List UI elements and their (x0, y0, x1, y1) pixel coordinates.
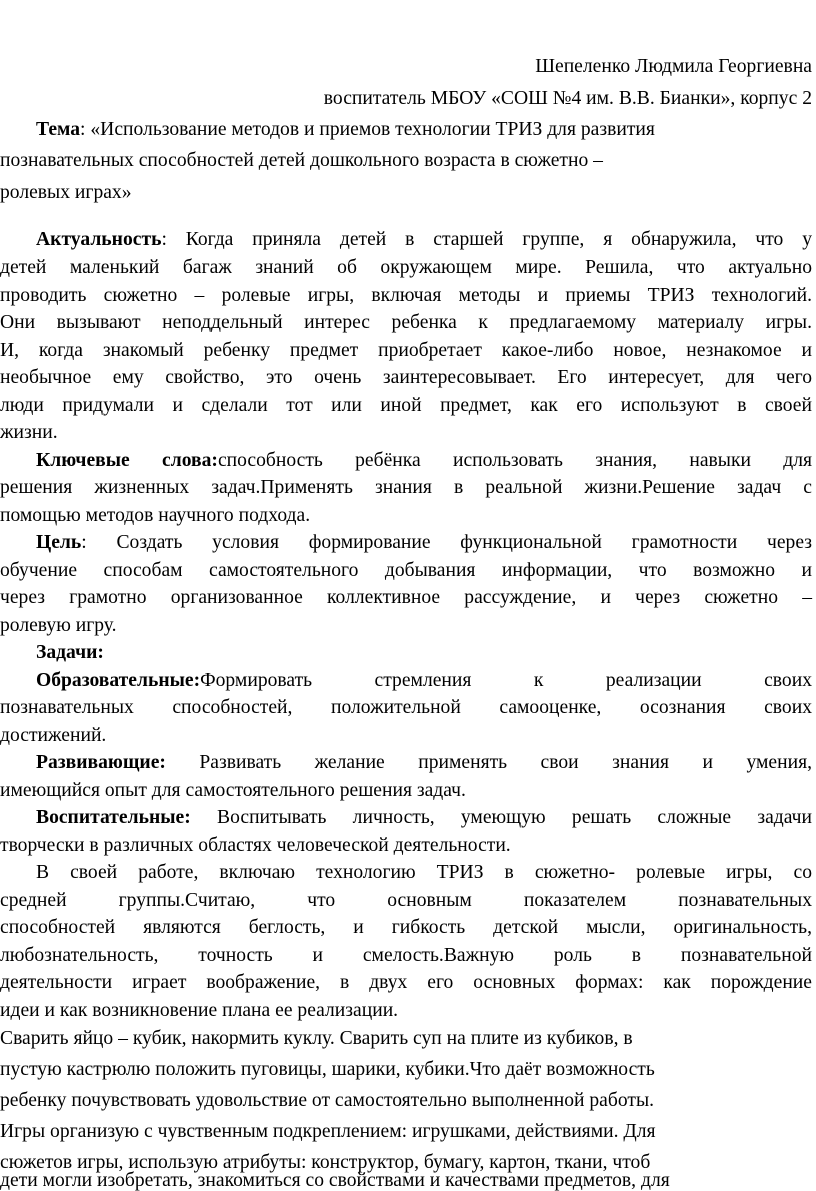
tasks-educational-label: Образовательные: (36, 670, 201, 691)
topic-line-3: ролевых играх» (0, 182, 132, 203)
relevance-line-6: необычное ему свойство, это очень заинтересовывает. Его интересует, для чего (0, 367, 812, 388)
body-p1-line-3: способностей являются беглость, и гибкость детской мысли, оригинальность, (0, 917, 812, 938)
body-p1-line-5: деятельности играет воображение, в двух его основных формах: как порождение (0, 972, 812, 993)
body-p1-line-2: средней группы.Считаю, что основным показателем познавательных (0, 890, 812, 911)
tasks-educational-line-2: познавательных способностей, положительной самооценке, осознания своих (0, 697, 812, 718)
tasks-developing-line-1: Развивающие: Развивать желание применять свои знания и умения, (36, 752, 812, 773)
body-p1-line-4: любознательность, точность и смелость.Важную роль в познавательной (0, 945, 812, 966)
body-p2-line-6: дети могли изобретать, знакомиться со свойствами и качествами предметов, для (0, 1170, 670, 1191)
relevance-line-7: люди придумали и сделали тот или иной предмет, как его используют в своей (0, 395, 812, 416)
author-position: воспитатель МБОУ «СОШ №4 им. В.В. Бианки», корпус 2 (323, 88, 812, 109)
tasks-upbringing-line-2: творчески в различных областях человеческой деятельности. (0, 835, 511, 856)
goal-label: Цель (36, 532, 82, 553)
relevance-line-4: Они вызывают неподдельный интерес ребенка к предлагаемому материалу игры. (0, 312, 812, 333)
body-p2-line-1: Сварить яйцо – кубик, накормить куклу. Сварить суп на плите из кубиков, в (0, 1028, 633, 1049)
tasks-educational-line-1: Образовательные:Формировать стремления к реализации своих (36, 670, 812, 691)
relevance-line-8: жизни. (0, 422, 58, 443)
relevance-line-5: И, когда знакомый ребенку предмет приобретает какое-либо новое, незнакомое и (0, 340, 812, 361)
goal-line-4: ролевую игру. (0, 615, 117, 636)
topic-line-2: познавательных способностей детей дошкольного возраста в сюжетно – (0, 150, 603, 171)
keywords-line-3: помощью методов научного подхода. (0, 505, 311, 526)
tasks-developing-label: Развивающие: (36, 752, 166, 773)
keywords-line-2: решения жизненных задач.Применять знания в реальной жизни.Решение задач с (0, 477, 812, 498)
keywords-label: Ключевые слова: (36, 450, 218, 471)
relevance-line-3: проводить сюжетно – ролевые игры, включая методы и приемы ТРИЗ технологий. (0, 285, 812, 306)
body-p2-line-4: Игры организую с чувственным подкреплением: игрушками, действиями. Для (0, 1121, 656, 1142)
body-p2-line-3: ребенку почувствовать удовольствие от самостоятельно выполненной работы. (0, 1090, 655, 1111)
keywords-line-1: Ключевые слова:способность ребёнка использовать знания, навыки для (36, 450, 812, 471)
tasks-educational-line-3: достижений. (0, 725, 107, 746)
relevance-line-1: Актуальность: Когда приняла детей в старшей группе, я обнаружила, что у (36, 229, 812, 250)
goal-line-1: Цель: Создать условия формирование функциональной грамотности через (36, 532, 812, 553)
relevance-label: Актуальность (36, 229, 162, 250)
goal-line-2: обучение способам самостоятельного добывания информации, что возможно и (0, 560, 812, 581)
tasks-developing-line-2: имеющийся опыт для самостоятельного решения задач. (0, 780, 466, 801)
relevance-line-2: детей маленький багаж знаний об окружающем мире. Решила, что актуально (0, 257, 812, 278)
author-name: Шепеленко Людмила Георгиевна (535, 56, 812, 77)
tasks-upbringing-label: Воспитательные: (36, 807, 191, 828)
goal-line-3: через грамотно организованное коллективное рассуждение, и через сюжетно – (0, 587, 812, 608)
topic-line-1: Тема: «Использование методов и приемов технологии ТРИЗ для развития (36, 119, 655, 140)
body-p2-line-5: сюжетов игры, использую атрибуты: конструктор, бумагу, картон, ткани, чтоб (0, 1152, 651, 1173)
body-p2-line-2: пустую кастрюлю положить пуговицы, шарики, кубики.Что даёт возможность (0, 1059, 655, 1080)
body-p1-line-6: идеи и как возникновение плана ее реализации. (0, 1000, 399, 1021)
tasks-heading: Задачи: (36, 642, 104, 663)
body-p1-line-1: В своей работе, включаю технологию ТРИЗ в сюжетно- ролевые игры, со (36, 862, 812, 883)
topic-label: Тема (36, 119, 81, 140)
tasks-upbringing-line-1: Воспитательные: Воспитывать личность, умеющую решать сложные задачи (36, 807, 812, 828)
